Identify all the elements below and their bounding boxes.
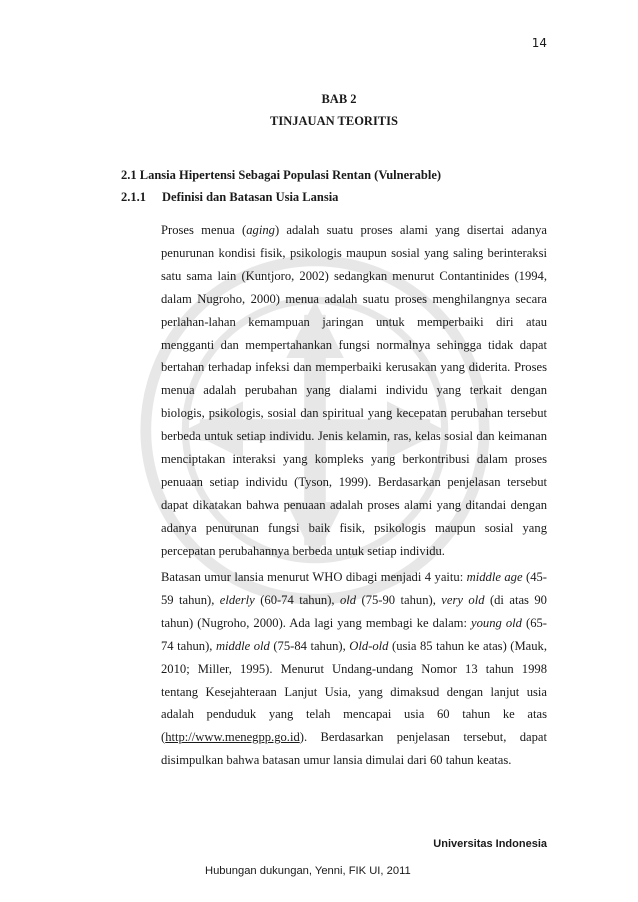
chapter-title: TINJAUAN TEORITIS [270,114,398,128]
footer-citation: Hubungan dukungan, Yenni, FIK UI, 2011 [205,865,411,877]
section-heading: 2.1 Lansia Hipertensi Sebagai Populasi Rentan (Vulnerable) [121,168,442,182]
paragraph-age-limits: Batasan umur lansia menurut WHO dibagi menjadi 4 yaitu: middle age (45-59 tahun), elderly (60-74 tahun), old (75-90 tahun), very old (di atas 90 tahun) (Nugroho, 2000). Ada lagi yang membagi ke dalam: young old (65-74 tahun), middle old (75-84 tahun), Old-old (usia 85 tahun ke atas) (Mauk, 2010; Miller, 1995). Menurut Undang-undang Nomor 13 tahun 1998 tentang Kesejahteraan Lanjut Usia, yang dimaksud dengan lanjut usia adalah penduduk yang telah mencapai usia 60 tahun ke atas (http://www.menegpp.go.id). Berdasarkan penjelasan tersebut, dapat disimpulkan bahwa batasan umur lansia dimulai dari 60 tahun keatas. [161,570,548,768]
paragraph-aging-definition: Proses menua (aging) adalah suatu proses alami yang disertai adanya penurunan kondisi fisik, psikologis maupun sosial yang saling berinteraksi satu sama lain (Kuntjoro, 2002) sedangkan menurut Contantinides (1994, dalam Nugroho, 2000) menua adalah suatu proses menghilangnya secara perlahan-lahan kemampuan jaringan untuk memperbaiki diri atau mengganti dan mempertahankan fungsi normalnya sehingga tidak dapat bertahan terhadap infeksi dan memperbaiki kerusakan yang diderita. Proses menua adalah perubahan yang dialami individu yang terkait dengan biologis, psikologis, sosial dan spiritual yang kecepatan perubahan tersebut berbeda untuk setiap individu. Jenis kelamin, ras, kelas sosial dan keimanan menciptakan interaksi yang kompleks yang berkontribusi dalam proses penuaan setiap individu (Tyson, 1999). Berdasarkan penjelasan tersebut dapat dikatakan bahwa penuaan adalah proses alami yang ditandai dengan adanya penurunan fungsi baik fisik, psikologis maupun sosial yang percepatan perubahannya berbeda untuk setiap individu. [161,223,547,558]
page-number: 14 [531,36,547,50]
subsection-number: 2.1.1 [121,190,146,204]
chapter-number: BAB 2 [321,92,357,106]
subsection-heading [121,190,338,205]
menegpp-link[interactable]: http://www.menegpp.go.id [165,730,300,745]
footer-university: Universitas Indonesia [433,838,547,850]
subsection-title: Definisi dan Batasan Usia Lansia [162,190,339,204]
